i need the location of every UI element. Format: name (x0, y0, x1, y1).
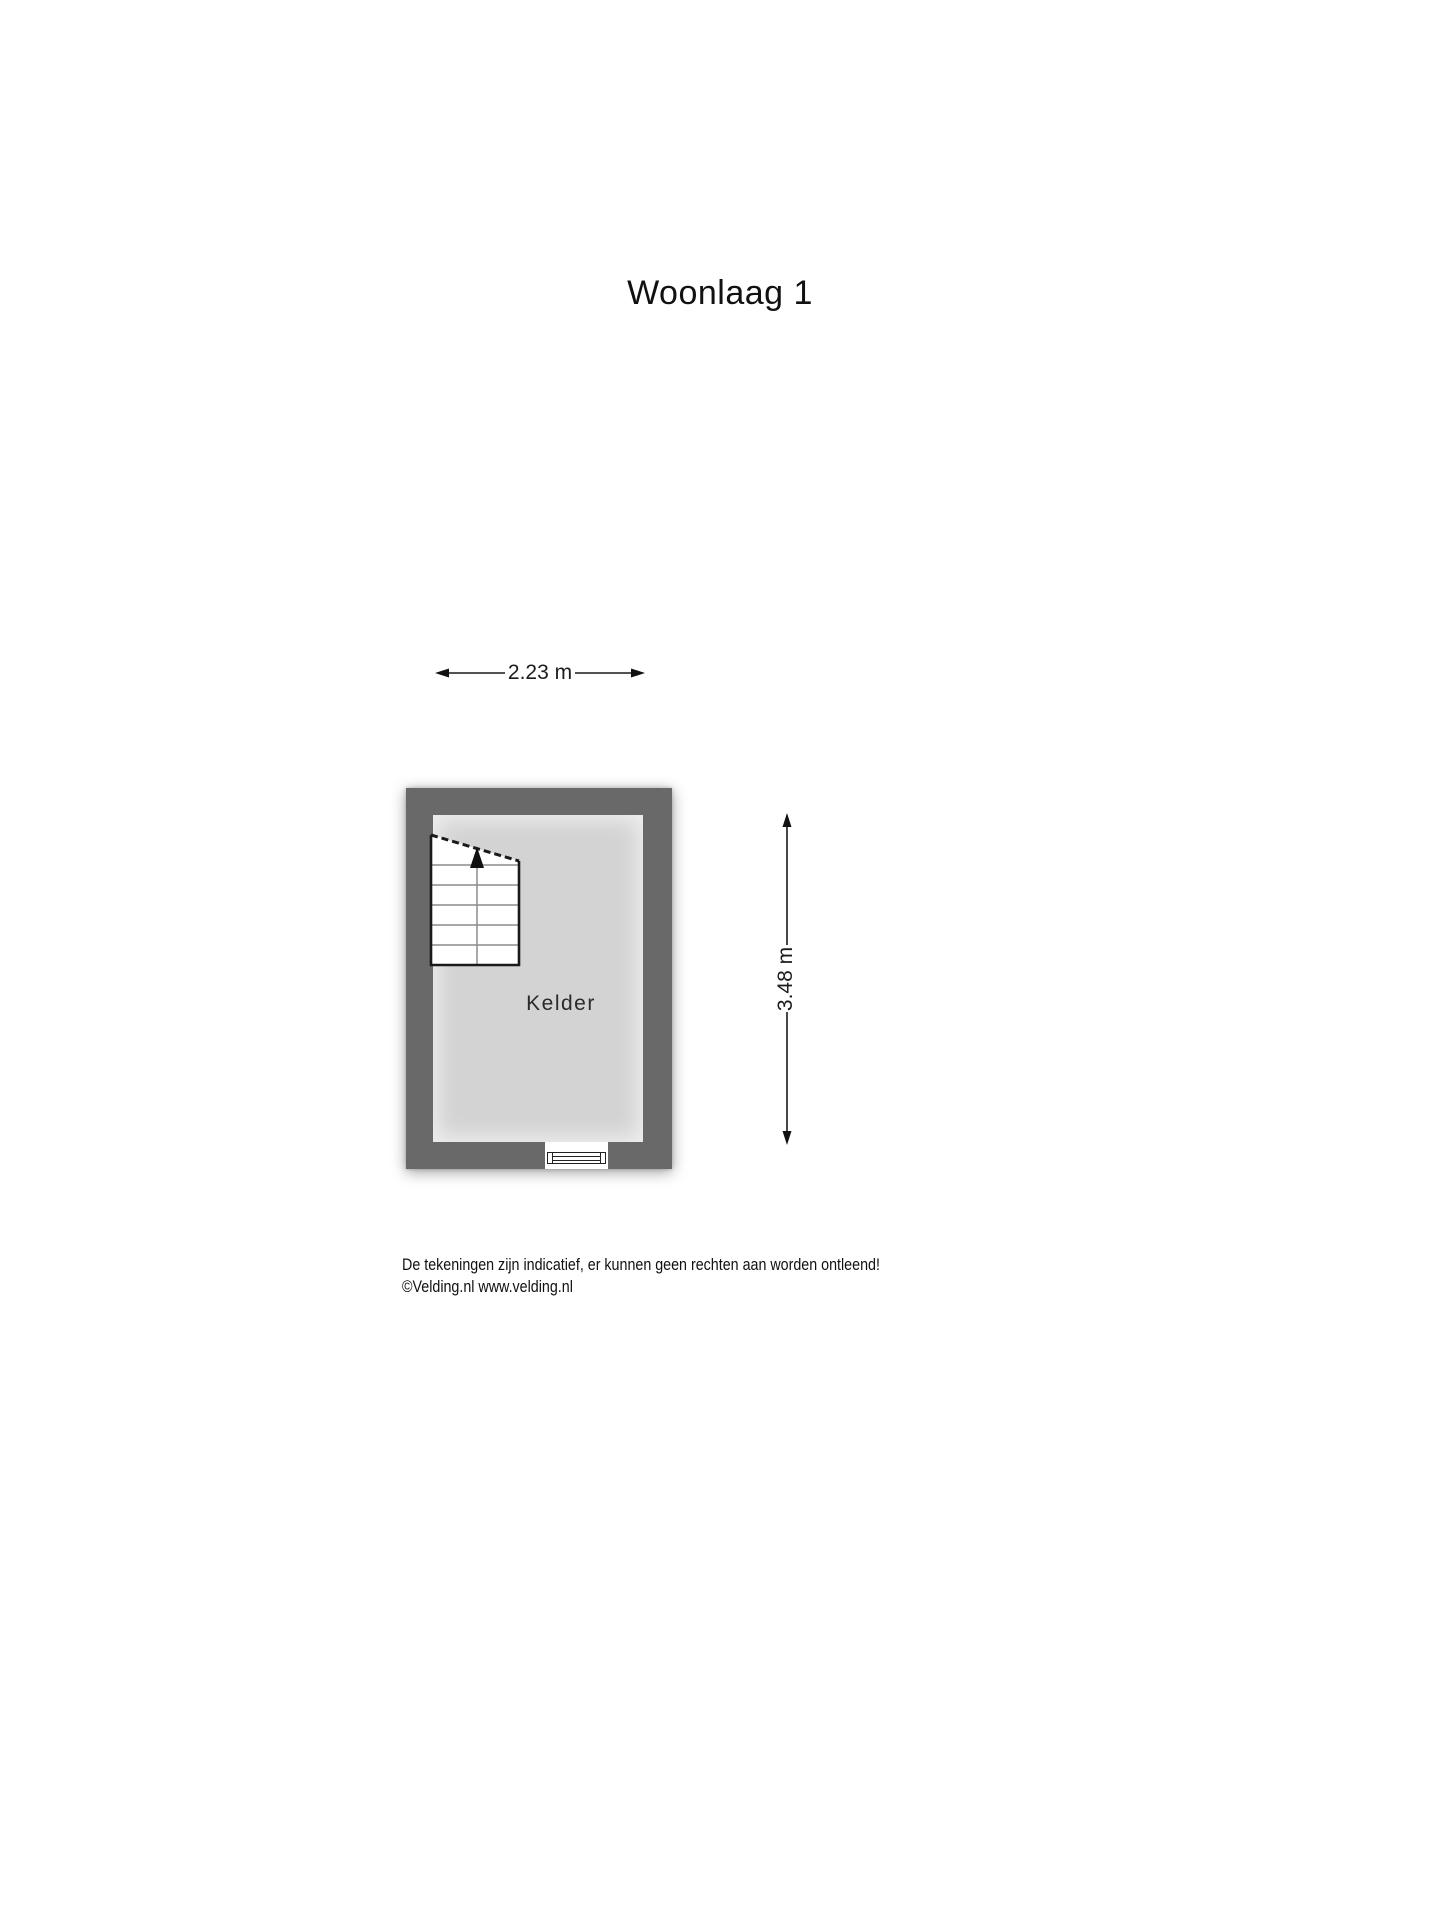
width-dimension (430, 661, 650, 685)
arrow-up-icon (783, 813, 792, 827)
disclaimer-text: De tekeningen zijn indicatief, er kunnen geen rechten aan worden ontleend! (402, 1255, 880, 1274)
window-post (600, 1153, 605, 1163)
basement-window (545, 1142, 608, 1169)
window-glass (553, 1156, 600, 1161)
copyright-text: ©Velding.nl www.velding.nl (402, 1277, 573, 1296)
page-title: Woonlaag 1 (627, 274, 813, 312)
width-dimension-label: 2.23 m (507, 661, 573, 684)
arrow-down-icon (783, 1131, 792, 1145)
basement-floor-plan (406, 788, 672, 1169)
staircase (429, 833, 523, 968)
room-label: Kelder (526, 992, 596, 1015)
footer-disclaimer (402, 1254, 1040, 1298)
height-dimension-label: 3.48 m (774, 946, 797, 1012)
window-frame (547, 1152, 606, 1164)
